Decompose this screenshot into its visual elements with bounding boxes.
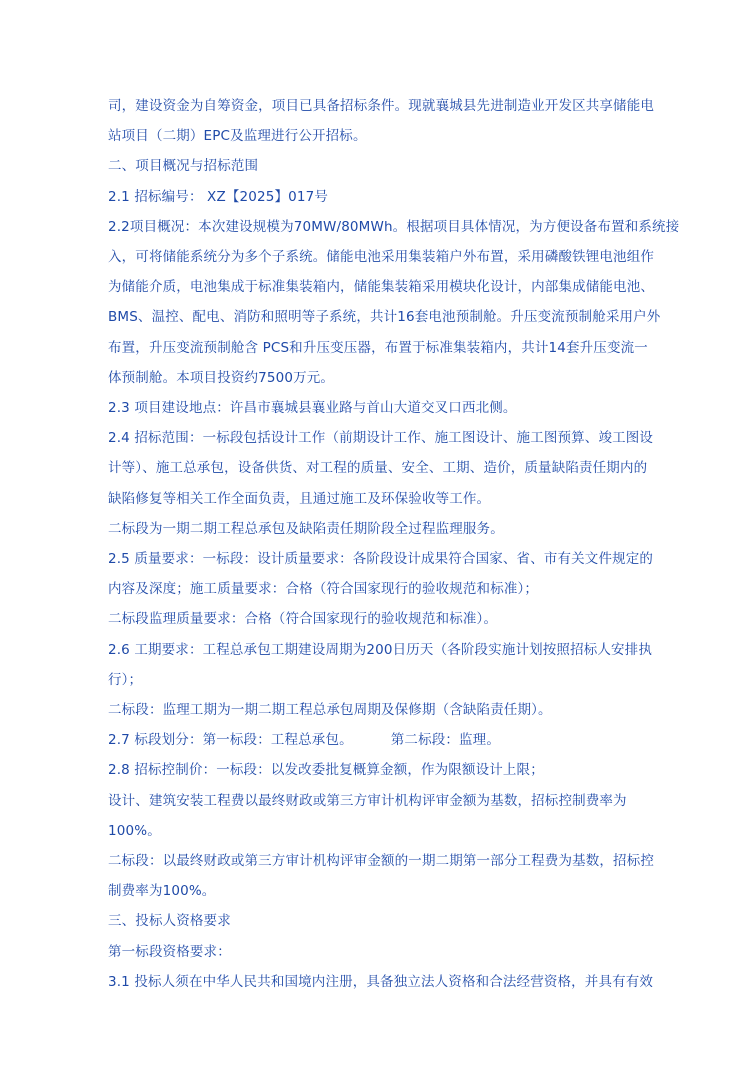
text-line: 3.1 投标人须在中华人民共和国境内注册，具备独立法人资格和合法经营资格，并具有有效 [108,973,654,990]
bid-section-two-text: 第二标段：监理。 [390,732,500,749]
text-line: 布置，升压变流预制舱含 PCS和升压变压器，布置于标准集装箱内，共计14套升压变流一 [108,339,648,356]
section-heading: 二、项目概况与招标范围 [108,158,259,175]
text-line: 2.5 质量要求：一标段：设计质量要求：各阶段设计成果符合国家、省、市有关文件规定的 [108,551,654,568]
text-line: 100%。 [108,822,161,839]
text-line: 二标段：以最终财政或第三方审计机构评审金额的一期二期第一部分工程费为基数，招标控 [108,853,654,870]
text-line: 站项目（二期）EPC及监理进行公开招标。 [108,128,367,145]
text-line: 2.8 招标控制价：一标段：以发改委批复概算金额，作为限额设计上限； [108,762,544,779]
text-line: 制费率为100%。 [108,883,216,900]
text-line: 2.1 招标编号： XZ【2025】017号 [108,188,328,205]
text-line: 入，可将储能系统分为多个子系统。储能电池采用集装箱户外布置，采用磷酸铁锂电池组作 [108,249,654,266]
text-line: 二标段：监理工期为一期二期工程总承包周期及保修期（含缺陷责任期）。 [108,702,552,719]
text-line: 二标段监理质量要求：合格（符合国家现行的验收规范和标准）。 [108,611,498,628]
text-line: 内容及深度；施工质量要求：合格（符合国家现行的验收规范和标准）； [108,581,539,598]
text-line: 2.3 项目建设地点：许昌市襄城县襄业路与首山大道交叉口西北侧。 [108,400,517,417]
text-line [108,725,654,755]
text-line: 体预制舱。本项目投资约7500万元。 [108,369,335,386]
text-line: 行）； [108,671,143,688]
text-line: 第一标段资格要求： [108,943,231,960]
text-line: 2.2项目概况：本次建设规模为70MW/80MWh。根据项目具体情况，为方便设备布置和系统接 [108,218,680,235]
text-line: 为储能介质，电池集成于标准集装箱内，储能集装箱采用模块化设计，内部集成储能电池、 [108,279,654,296]
text-line: 司，建设资金为自筹资金，项目已具备招标条件。现就襄城县先进制造业开发区共享储能电 [108,98,654,114]
text-line: 二标段为一期二期工程总承包及缺陷责任期阶段全过程监理服务。 [108,520,504,537]
text-line: 2.6 工期要求：工程总承包工期建设周期为200日历天（各阶段实施计划按照招标人安排执 [108,641,652,658]
text-line: 设计、建筑安装工程费以最终财政或第三方审计机构评审金额为基数，招标控制费率为 [108,792,627,809]
text-line: 缺陷修复等相关工作全面负责，且通过施工及环保验收等工作。 [108,490,491,507]
text-line: BMS、温控、配电、消防和照明等子系统，共计16套电池预制舱。升压变流预制舱采用户外 [108,309,661,326]
text-line: 计等）、施工总承包，设备供货、对工程的质量、安全、工期、造价，质量缺陷责任期内的 [108,460,648,477]
text-line: 2.4 招标范围：一标段包括设计工作（前期设计工作、施工图设计、施工图预算、竣工图设 [108,430,654,447]
bid-section-division-text: 2.7 标段划分：第一标段：工程总承包。 [108,732,353,749]
section-heading: 三、投标人资格要求 [108,913,231,930]
